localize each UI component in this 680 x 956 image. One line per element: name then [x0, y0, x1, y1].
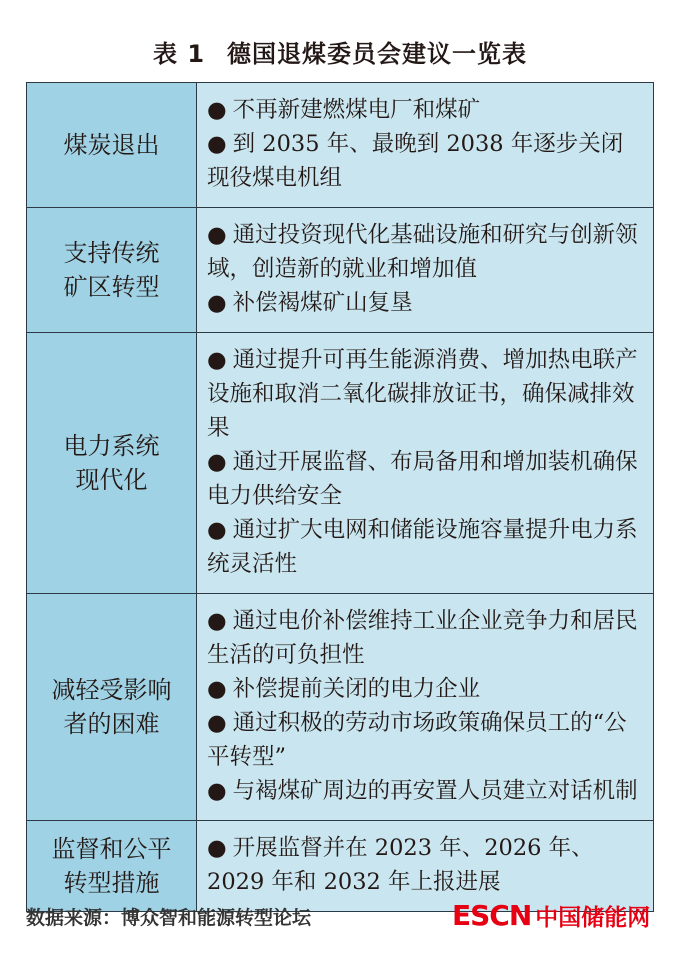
escn-logo: [452, 899, 650, 932]
list-item-text: 与褐煤矿周边的再安置人员建立对话机制: [232, 778, 638, 804]
list-item-text: 通过电价补偿维持工业企业竞争力和居民生活的可负担性: [207, 608, 638, 668]
list-item-text: 补偿提前关闭的电力企业: [232, 676, 481, 702]
bullet-icon: ●: [207, 449, 227, 475]
table-title-text: 德国退煤委员会建议一览表: [227, 40, 528, 68]
items-cell: [197, 208, 654, 333]
category-cell: [27, 821, 197, 912]
category-label-line: 现代化: [75, 466, 148, 494]
bullet-icon: ●: [207, 676, 227, 702]
list-item-text: 到 2035 年、最晚到 2038 年逐步关闭现役煤电机组: [207, 131, 624, 191]
list-item: [207, 286, 645, 320]
list-item-text: 补偿褐煤矿山复垦: [232, 290, 413, 316]
category-cell: [27, 208, 197, 333]
data-source: 数据来源：博众智和能源转型论坛: [26, 907, 312, 929]
bullet-icon: ●: [207, 97, 227, 123]
list-item-text: 开展监督并在 2023 年、2026 年、2029 年和 2032 年上报进展: [207, 835, 594, 895]
category-cell: [27, 594, 197, 821]
list-item: [207, 343, 645, 445]
table-row: [27, 83, 654, 208]
category-label-line: 矿区转型: [63, 273, 160, 301]
category-label-line: 电力系统: [63, 432, 160, 460]
table-row: [27, 821, 654, 912]
bullet-icon: ●: [207, 290, 227, 316]
bullet-icon: ●: [207, 608, 227, 634]
list-item-text: 通过提升可再生能源消费、增加热电联产设施和取消二氧化碳排放证书，确保减排效果: [207, 347, 638, 441]
category-label-line: 支持传统: [63, 239, 160, 267]
list-item: [207, 93, 645, 127]
table-row: [27, 333, 654, 594]
category-label-line: 者的困难: [63, 710, 160, 738]
table-number: 表 1: [152, 40, 206, 68]
bullet-icon: ●: [207, 222, 227, 248]
bullet-icon: ●: [207, 347, 227, 373]
list-item: [207, 127, 645, 195]
items-cell: [197, 821, 654, 912]
category-label-line: 转型措施: [63, 869, 160, 897]
items-cell: [197, 333, 654, 594]
list-item-text: 通过开展监督、布局备用和增加装机确保电力供给安全: [207, 449, 638, 509]
bullet-icon: ●: [207, 517, 227, 543]
list-item: [207, 218, 645, 286]
table-title: [0, 34, 680, 69]
category-cell: [27, 83, 197, 208]
bullet-icon: ●: [207, 131, 227, 157]
table-row: [27, 208, 654, 333]
category-cell: [27, 333, 197, 594]
logo-en-text: ESCN: [452, 899, 532, 932]
bullet-icon: ●: [207, 835, 227, 861]
list-item: [207, 445, 645, 513]
list-item: [207, 706, 645, 774]
list-item: [207, 831, 645, 899]
items-cell: [197, 594, 654, 821]
table-row: [27, 594, 654, 821]
recommendations-table: [26, 82, 654, 912]
category-label-line: 煤炭退出: [63, 131, 160, 159]
list-item: [207, 672, 645, 706]
bullet-icon: ●: [207, 710, 227, 736]
list-item-text: 通过扩大电网和储能设施容量提升电力系统灵活性: [207, 517, 638, 577]
list-item-text: 通过积极的劳动市场政策确保员工的“公平转型”: [207, 710, 627, 770]
items-cell: [197, 83, 654, 208]
category-label-line: 减轻受影响: [51, 676, 172, 704]
logo-cn-text: 中国储能网: [535, 905, 651, 931]
list-item-text: 不再新建燃煤电厂和煤矿: [232, 97, 481, 123]
category-label-line: 监督和公平: [51, 835, 172, 863]
bullet-icon: ●: [207, 778, 227, 804]
list-item: [207, 513, 645, 581]
list-item-text: 通过投资现代化基础设施和研究与创新领域，创造新的就业和增加值: [207, 222, 638, 282]
list-item: [207, 604, 645, 672]
list-item: [207, 774, 645, 808]
